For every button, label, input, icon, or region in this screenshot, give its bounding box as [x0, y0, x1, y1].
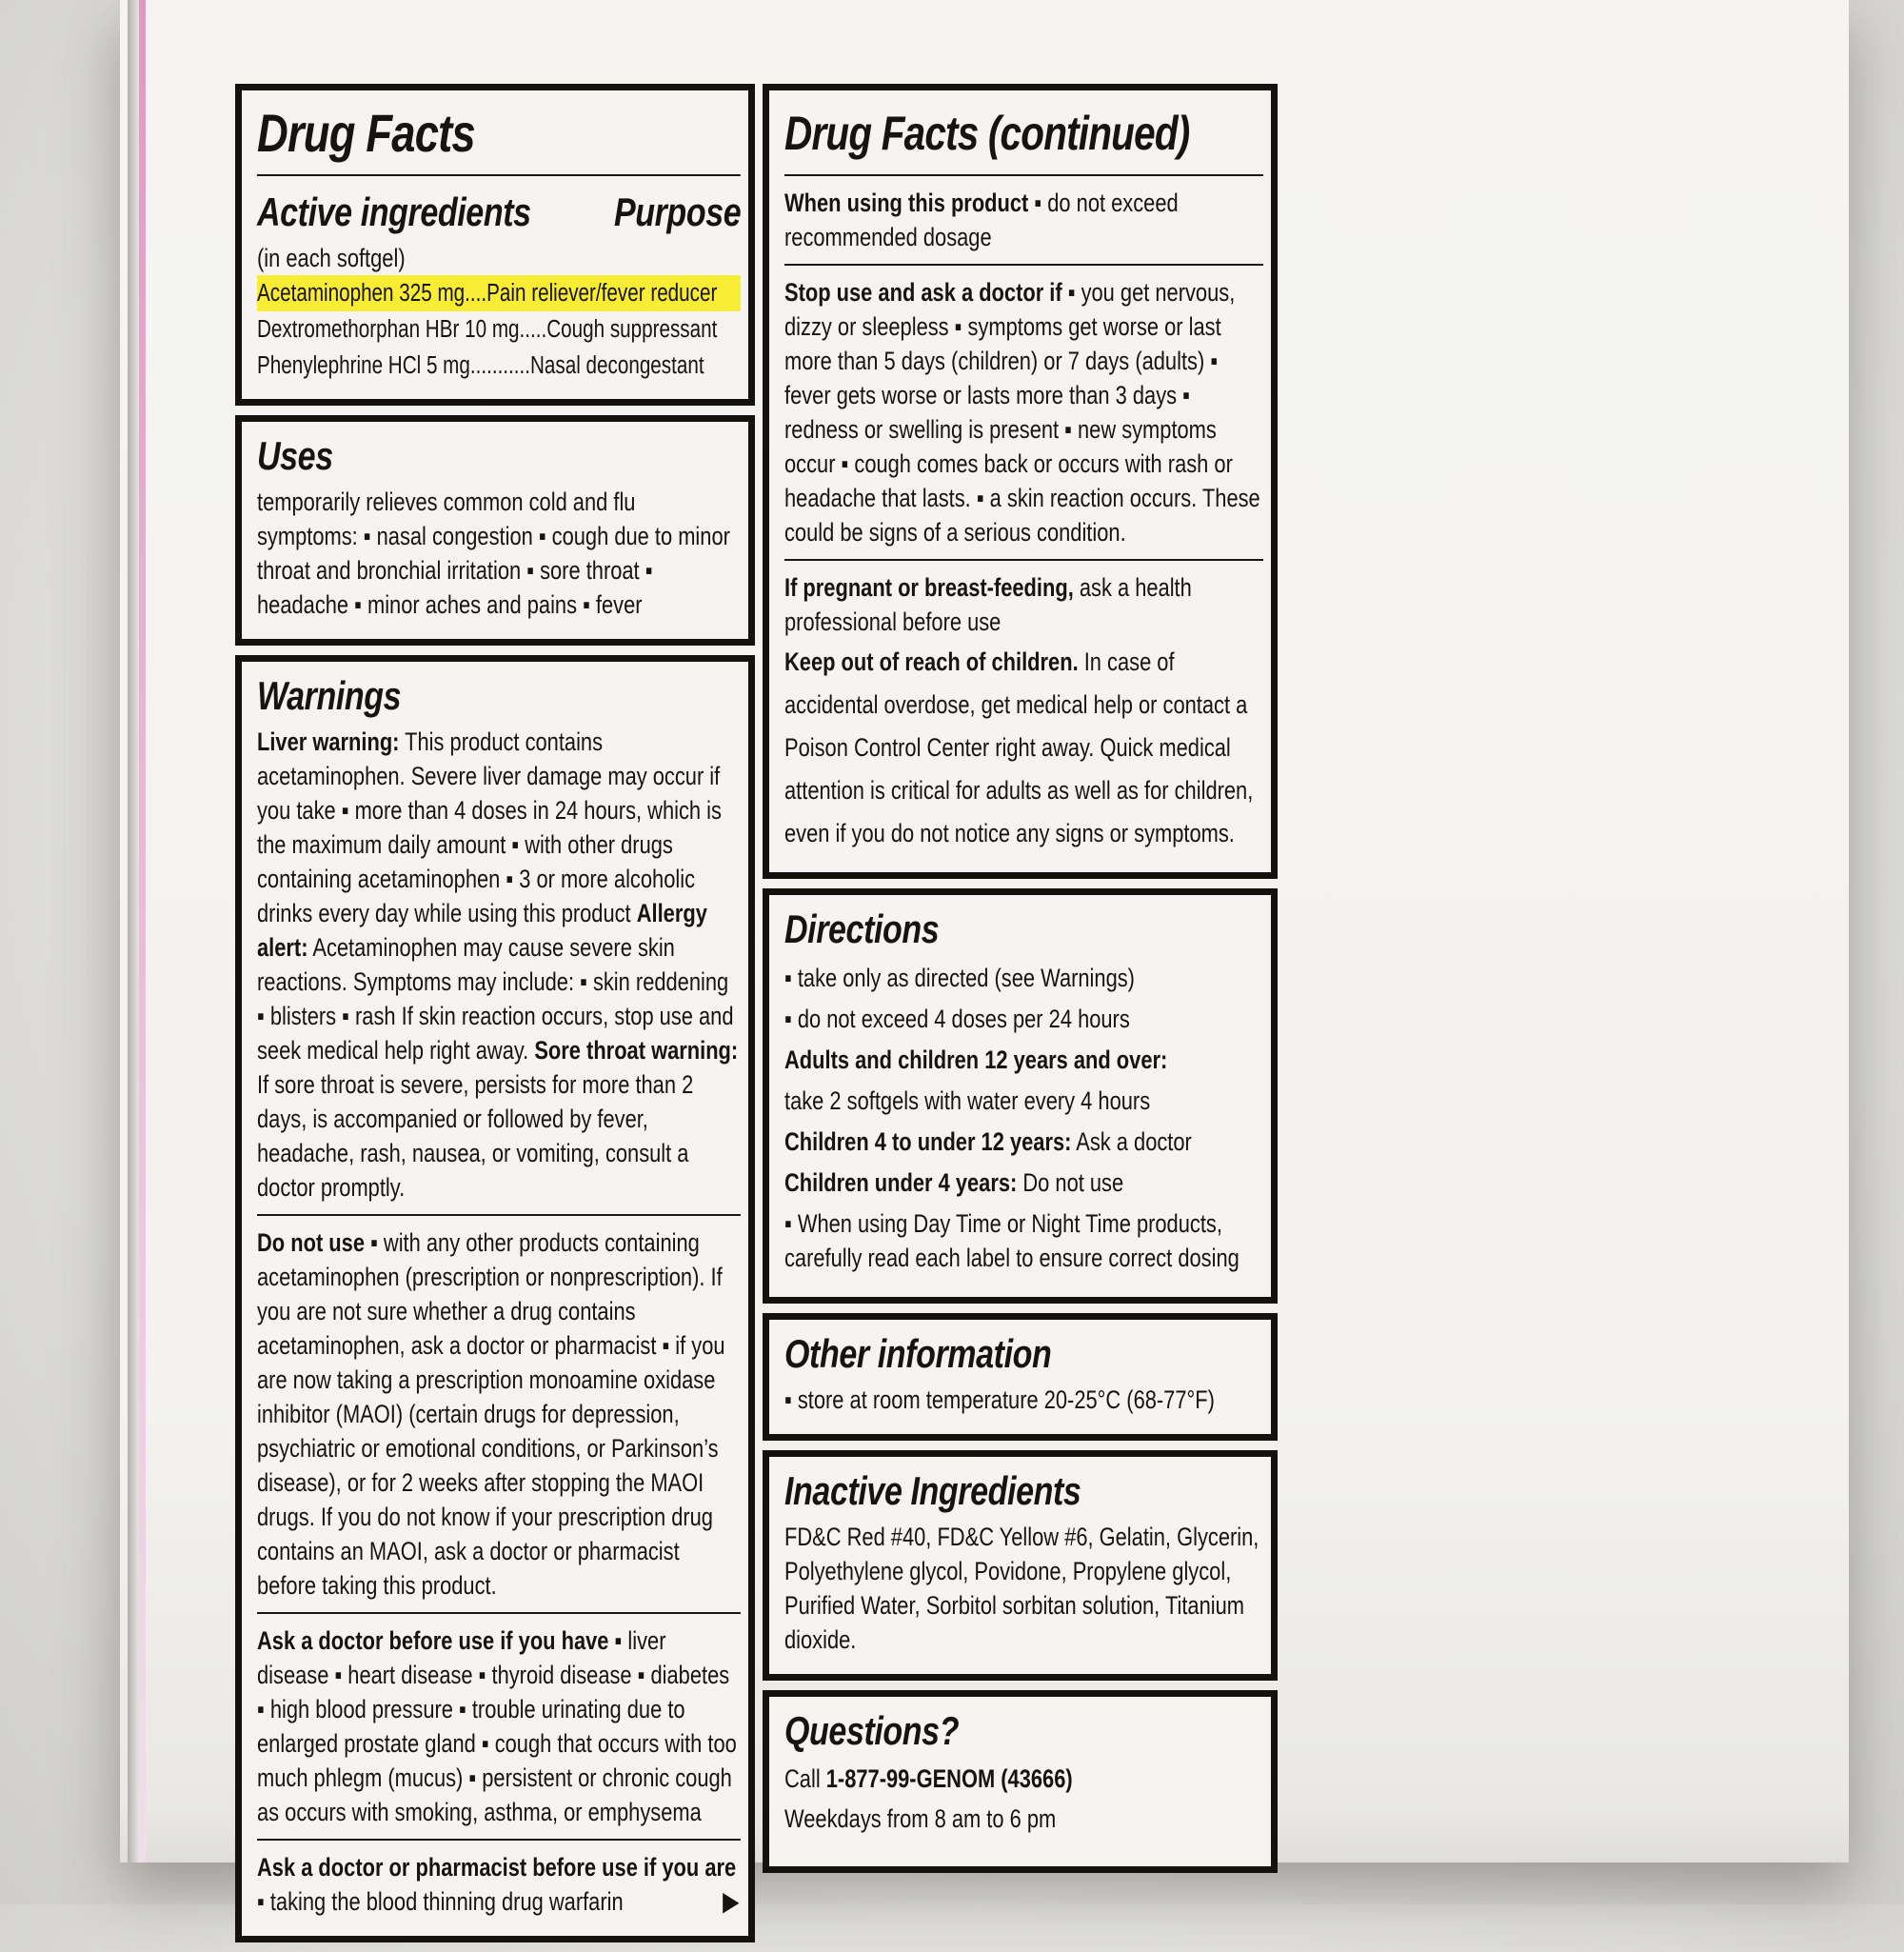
divider — [257, 1839, 741, 1841]
uses-text: temporarily relieves common cold and flu symptoms: ▪ nasal congestion ▪ cough due to minor throat and bronchial irritation ▪ sore throat ▪ headache ▪ minor aches and pains ▪ fever — [257, 488, 730, 619]
directions-daytime-nighttime-note: ▪ When using Day Time or Night Time products, carefully read each label to ensure correct dosing — [784, 1209, 1240, 1272]
drug-facts-continued-title: Drug Facts (continued) — [784, 107, 1190, 160]
divider — [257, 1214, 741, 1216]
divider — [784, 264, 1263, 266]
ask-doctor-paragraph: Ask a doctor before use if you have ▪ liver disease ▪ heart disease ▪ thyroid disease ▪ diabetes ▪ high blood pressure ▪ trouble urinating due to enlarged prostate gland ▪ cough that occurs with too much phlegm (mucus) ▪ persistent or chronic cough as occurs with smoking, asthma, or emphysema — [257, 1626, 737, 1826]
continued-warnings-box — [763, 84, 1278, 879]
warnings-box — [235, 655, 755, 1942]
package-fold-edge — [128, 0, 139, 1862]
directions-children-4-12: Children 4 to under 12 years: Ask a doctor — [784, 1127, 1192, 1156]
directions-heading: Directions — [784, 906, 940, 951]
questions-heading: Questions? — [784, 1708, 960, 1753]
purpose-heading: Purpose — [613, 189, 742, 234]
other-information-box — [763, 1313, 1278, 1441]
directions-children-under-4: Children under 4 years: Do not use — [784, 1168, 1124, 1197]
divider — [257, 1612, 741, 1614]
ask-doctor-pharmacist-paragraph: Ask a doctor or pharmacist before use if you are ▪ taking the blood thinning drug warfarin — [257, 1853, 737, 1916]
drug-facts-left-column — [235, 84, 755, 1952]
questions-hours-line: Weekdays from 8 am to 6 pm — [784, 1804, 1057, 1833]
pregnant-paragraph: If pregnant or breast-feeding, ask a health professional before use — [784, 573, 1192, 636]
storage-instruction: ▪ store at room temperature 20-25°C (68-77°F) — [784, 1385, 1215, 1414]
active-ingredients-heading: Active ingredients — [257, 189, 531, 234]
ingredient-row-acetaminophen: Acetaminophen 325 mg....Pain reliever/fever reducer — [257, 275, 741, 311]
liver-warning-paragraph: Liver warning: This product contains acetaminophen. Severe liver damage may occur if you take ▪ more than 4 doses in 24 hours, which is the maximum daily amount ▪ with other drugs containing acetaminophen ▪ 3 or more alcoholic drinks every day while using this product Allergy alert: Acetaminophen may cause severe skin reactions. Symptoms may include: ▪ skin reddening ▪ blisters ▪ rash If skin reaction occurs, stop use and seek medical help right away. Sore throat warning: If sore throat is severe, persists for more than 2 days, is accompanied or followed by fever, headache, rash, nausea, or vomiting, consult a doctor promptly. — [257, 727, 739, 1202]
inactive-ingredients-box — [763, 1450, 1278, 1681]
directions-adults-heading: Adults and children 12 years and over: — [784, 1046, 1168, 1074]
other-information-heading: Other information — [784, 1331, 1052, 1376]
questions-phone-line: Call 1-877-99-GENOM (43666) — [784, 1764, 1073, 1793]
divider — [257, 174, 741, 176]
divider — [784, 559, 1263, 561]
ingredient-row-phenylephrine: Phenylephrine HCl 5 mg...........Nasal decongestant — [257, 352, 704, 379]
do-not-use-paragraph: Do not use ▪ with any other products containing acetaminophen (prescription or nonprescription). If you are not sure whether a drug contains acetaminophen, ask a doctor or pharmacist ▪ if you are now taking a prescription monoamine oxidase inhibitor (MAOI) (certain drugs for depression, psychiatric or emotional conditions, or Parkinson’s disease), or for 2 weeks after stopping the MAOI drugs. If you do not know if your prescription drug contains an MAOI, ask a doctor or pharmacist before taking this product. — [257, 1228, 725, 1600]
questions-box — [763, 1690, 1278, 1873]
uses-heading: Uses — [257, 433, 333, 478]
drug-facts-right-column — [763, 84, 1278, 1882]
active-ingredients-subheading: (in each softgel) — [257, 244, 406, 272]
package-pink-edge — [139, 0, 146, 1862]
directions-box — [763, 888, 1278, 1304]
directions-line: ▪ do not exceed 4 doses per 24 hours — [784, 1005, 1130, 1033]
continue-arrow-icon: ▶ — [723, 1886, 740, 1916]
divider — [784, 174, 1263, 176]
warnings-heading: Warnings — [257, 673, 402, 718]
directions-line: ▪ take only as directed (see Warnings) — [784, 964, 1135, 992]
ingredient-row-dextromethorphan: Dextromethorphan HBr 10 mg.....Cough suppressant — [257, 316, 718, 343]
active-ingredients-box — [235, 84, 755, 406]
when-using-paragraph: When using this product ▪ do not exceed recommended dosage — [784, 189, 1179, 251]
directions-adults-dose: take 2 softgels with water every 4 hours — [784, 1086, 1151, 1115]
inactive-ingredients-heading: Inactive Ingredients — [784, 1468, 1081, 1513]
inactive-ingredients-list: FD&C Red #40, FD&C Yellow #6, Gelatin, Glycerin, Polyethylene glycol, Povidone, Propylene glycol, Purified Water, Sorbitol sorbitan solution, Titanium dioxide. — [784, 1523, 1259, 1654]
keep-out-of-reach-paragraph: Keep out of reach of children. In case of accidental overdose, get medical help or contact a Poison Control Center right away. Quick medical attention is critical for adults as well as for children, even if you do not notice any signs or symptoms. — [784, 647, 1254, 847]
stop-use-paragraph: Stop use and ask a doctor if ▪ you get nervous, dizzy or sleepless ▪ symptoms get worse or last more than 5 days (children) or 7 days (adults) ▪ fever gets worse or lasts more than 3 days ▪ redness or swelling is present ▪ new symptoms occur ▪ cough comes back or occurs with rash or headache that lasts. ▪ a skin reaction occurs. These could be signs of a serious condition. — [784, 278, 1260, 547]
uses-box — [235, 415, 755, 646]
drug-facts-title: Drug Facts — [257, 103, 475, 163]
